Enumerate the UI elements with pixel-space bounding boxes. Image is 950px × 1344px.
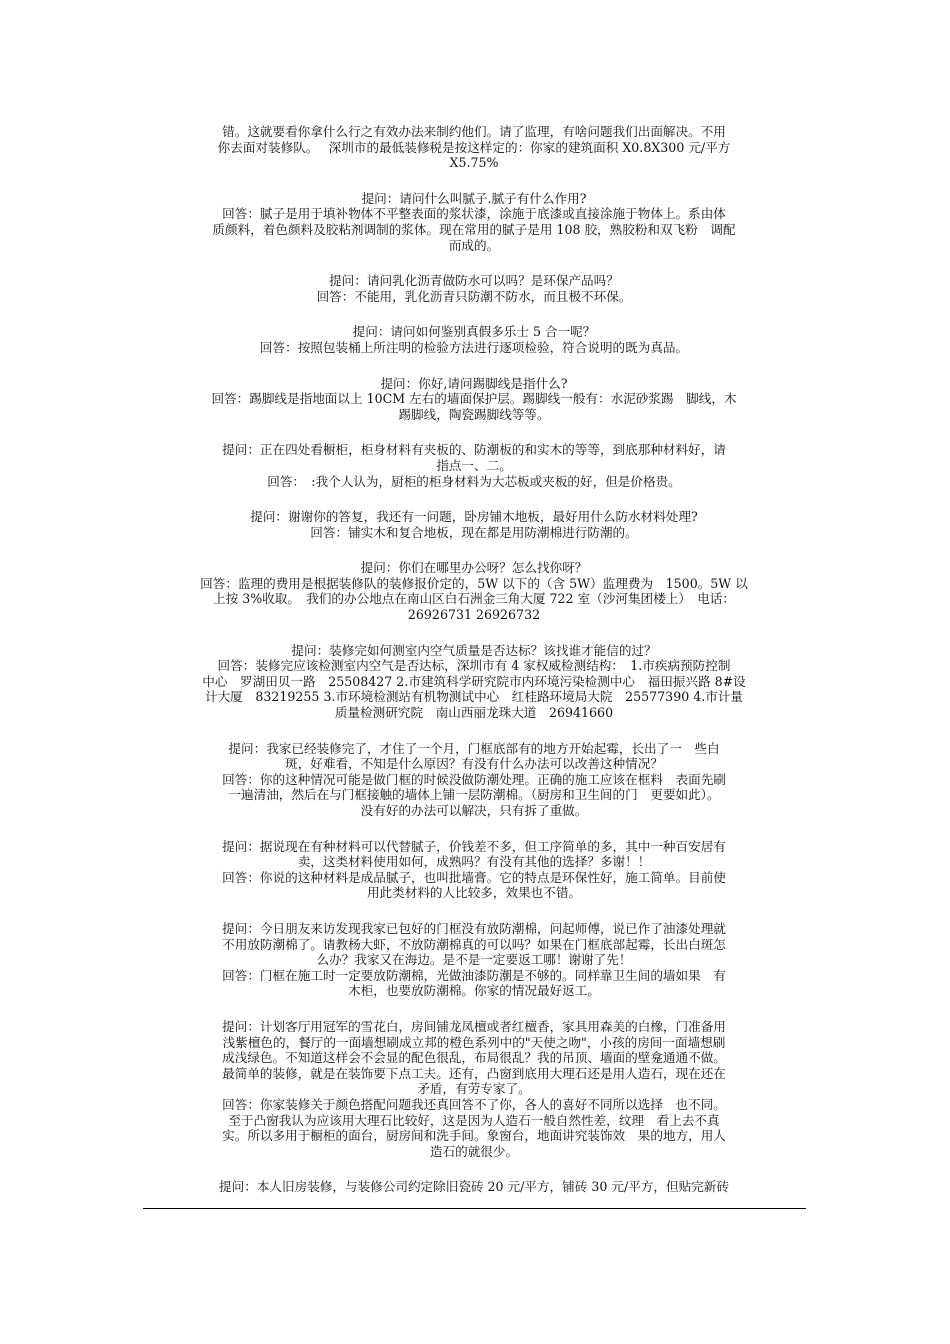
qa-block [174,741,774,819]
text-line: 回答：铺实木和复合地板，现在都是用防潮棉进行防潮的。 [310,524,638,540]
text-line: 提问：你好,请问踢脚线是指什么? [380,375,568,391]
text-line: 提问：我家已经装修完了，才住了一个月，门框底部有的地方开始起霉，长出了一 些白 [228,740,720,756]
text-line: 提问：请问乳化沥青做防水可以吗？是环保产品吗？ [329,273,619,289]
text-line: 成浅绿色。不知道这样会不会显的配色很乱，布局很乱？我的吊顶、墙面的壁龛通通不做。 [222,1050,726,1066]
text-line: 回答：按照包装桶上所注明的检验方法进行逐项检验，符合说明的既为真品。 [259,339,689,355]
qa-block [174,921,774,999]
qa-block [174,191,774,253]
text-line: X5.75% [449,155,499,171]
text-line: 质量检测研究院 南山西丽龙珠大道 26941660 [334,705,614,721]
text-line: 提问：请问什么叫腻子.腻子有什么作用? [361,190,587,206]
text-line: 回答：装修完应该检测室内空气是否达标，深圳市有 4 家权威检测结构： 1.市疾病预防控制 [217,658,731,674]
qa-block [174,560,774,622]
qa-block [174,124,774,171]
qa-block [174,509,774,540]
text-line: 提问：计划客厅用冠军的雪花白，房间铺龙凤檀或者红檀香，家具用森美的白橡，门准备用 [222,1018,726,1034]
text-line: 斑，好难看，不知是什么原因？有没有什么办法可以改善这种情况？ [285,756,663,772]
text-line: 回答： :我个人认为，厨柜的柜身材料为大芯板或夹板的好，但是价格贵。 [267,473,681,489]
text-line: 回答：门框在施工时一定要放防潮棉，光做油漆防潮是不够的。同样靠卫生间的墙如果 有 [222,967,726,983]
text-line: 不用放防潮棉了。请教杨大虾，不放防潮棉真的可以吗？如果在门框底部起霉，长出白斑怎 [222,936,726,952]
text-line: 回答：你的这种情况可能是做门框的时候没做防潮处理。正确的施工应该在框料 表面先刷 [222,771,726,787]
text-line: 提问：请问如何鉴别真假多乐士 5 合一呢？ [352,324,596,340]
text-line: 木柜，也要放防潮棉。你家的情况最好返工。 [348,983,600,999]
text-line: 没有好的办法可以解决，只有拆了重做。 [360,803,588,818]
text-line: 回答：你说的这种材料是成品腻子，也叫批墙膏。它的特点是环保性好，施工简单。目前使 [222,869,726,885]
text-line: 浅紫檀色的，餐厅的一面墙想刷成立邦的橙色系列中的"天使之吻"，小孩的房间一面墙想刷 [222,1034,726,1050]
qa-block [174,442,774,489]
qa-block [174,273,774,304]
text-line: 提问：今日朋友来访发现我家已包好的门框没有放防潮棉，问起师傅，说已作了油漆处理就 [222,920,726,936]
text-line: 提问：你们在哪里办公呀？怎么找你呀？ [360,560,588,576]
text-line: 提问：谢谢你的答复，我还有一问题，卧房铺木地板，最好用什么防水材料处理? [250,509,698,525]
text-line: 回答：踢脚线是指地面以上 10CM 左右的墙面保护层。踢脚线一般有：水泥砂浆踢 脚线，木 [211,391,737,407]
text-line: 你去面对装修队。 深圳市的最低装修税是按这样定的：你家的建筑面积 X0.8X300 元/平方 [217,139,731,155]
text-line: 提问：正在四处看橱柜，柜身材料有夹板的、防潮板的和实木的等等，到底那种材料好，请 [222,442,726,458]
text-line: 质颜料，着色颜料及胶粘剂调制的浆体。现在常用的腻子是用 108 胶，熟胶粉和双飞粉 调配 [212,221,736,237]
qa-block [174,324,774,355]
text-line: 最简单的装修，就是在装饰要下点工夫。还有，凸窗到底用大理石还是用人造石，现在还在 [222,1065,726,1081]
qa-block [174,376,774,423]
qa-block [174,643,774,721]
qa-block [174,839,774,901]
text-line: 矛盾，有劳专家了。 [417,1081,531,1097]
footer-rule [143,1208,806,1209]
text-line: 上按 3%收取。 我们的办公地点在南山区白石洲金三角大厦 722 室（沙河集团楼上） 电话： [213,591,735,607]
text-line: 而成的。 [448,237,500,253]
text-line: 回答：监理的费用是根据装修队的装修报价定的，5W 以下的（含 5W）监理费为 1500。5W 以 [200,575,748,591]
text-line: 用此类材料的人比较多，效果也不错。 [366,885,582,901]
text-line: 提问：本人旧房装修，与装修公司约定除旧瓷砖 20 元/平方，铺砖 30 元/平方，但贴完新砖 [219,1179,729,1195]
text-line: 错。这就要看你拿什么行之有效办法来制约他们。请了监理，有啥问题我们出面解决。不用 [222,124,726,139]
text-line: 提问：装修完如何测室内空气质量是否达标？该找谁才能信的过？ [291,642,657,658]
text-line: 回答：你家装修关于颜色搭配问题我还真回答不了你，各人的喜好不同所以选择 也不同。 [222,1096,726,1112]
text-line: 踢脚线，陶瓷踢脚线等等。 [398,406,550,422]
text-line: 卖，这类材料使用如何，成熟吗？有没有其他的选择？多谢！！ [297,854,651,870]
text-line: 回答：腻子是用于填补物体不平整表面的浆状漆，涂施于底漆或直接涂施于物体上。系由体 [222,206,726,222]
text-line: 回答：不能用，乳化沥青只防潮不防水，而且极不环保。 [316,288,632,304]
text-line: 么办？我家又在海边。是不是一定要返工哪！谢谢了先！ [316,952,632,968]
document-body [174,124,774,1215]
text-line: 实。所以多用于橱柜的面台，厨房间和洗手间。象窗台，地面讲究装饰效 果的地方，用人 [222,1128,726,1144]
qa-block [174,1179,774,1195]
text-line: 26926731 26926732 [407,607,541,623]
text-line: 计大厦 83219255 3.市环境检测站有机物测试中心 红桂路环境局大院 25577390 4.市计量 [204,689,744,705]
text-line: 指点一、二。 [436,457,512,473]
qa-block [174,1019,774,1159]
text-line: 提问：据说现在有种材料可以代替腻子，价钱差不多，但工序简单的多，其中一种百安居有 [222,838,726,854]
text-line: 造石的就很少。 [429,1143,519,1159]
text-line: 至于凸窗我认为应该用大理石比较好，这是因为人造石一般自然性差，纹理 看上去不真 [228,1112,720,1128]
text-line: 中心 罗湖田贝一路 25508427 2.市建筑科学研究院市内环境污染检测中心 福田振兴路 8#设 [202,673,746,689]
text-line: 一遍清油，然后在与门框接触的墙体上铺一层防潮棉。（厨房和卫生间的门 更要如此）。 [228,787,720,803]
